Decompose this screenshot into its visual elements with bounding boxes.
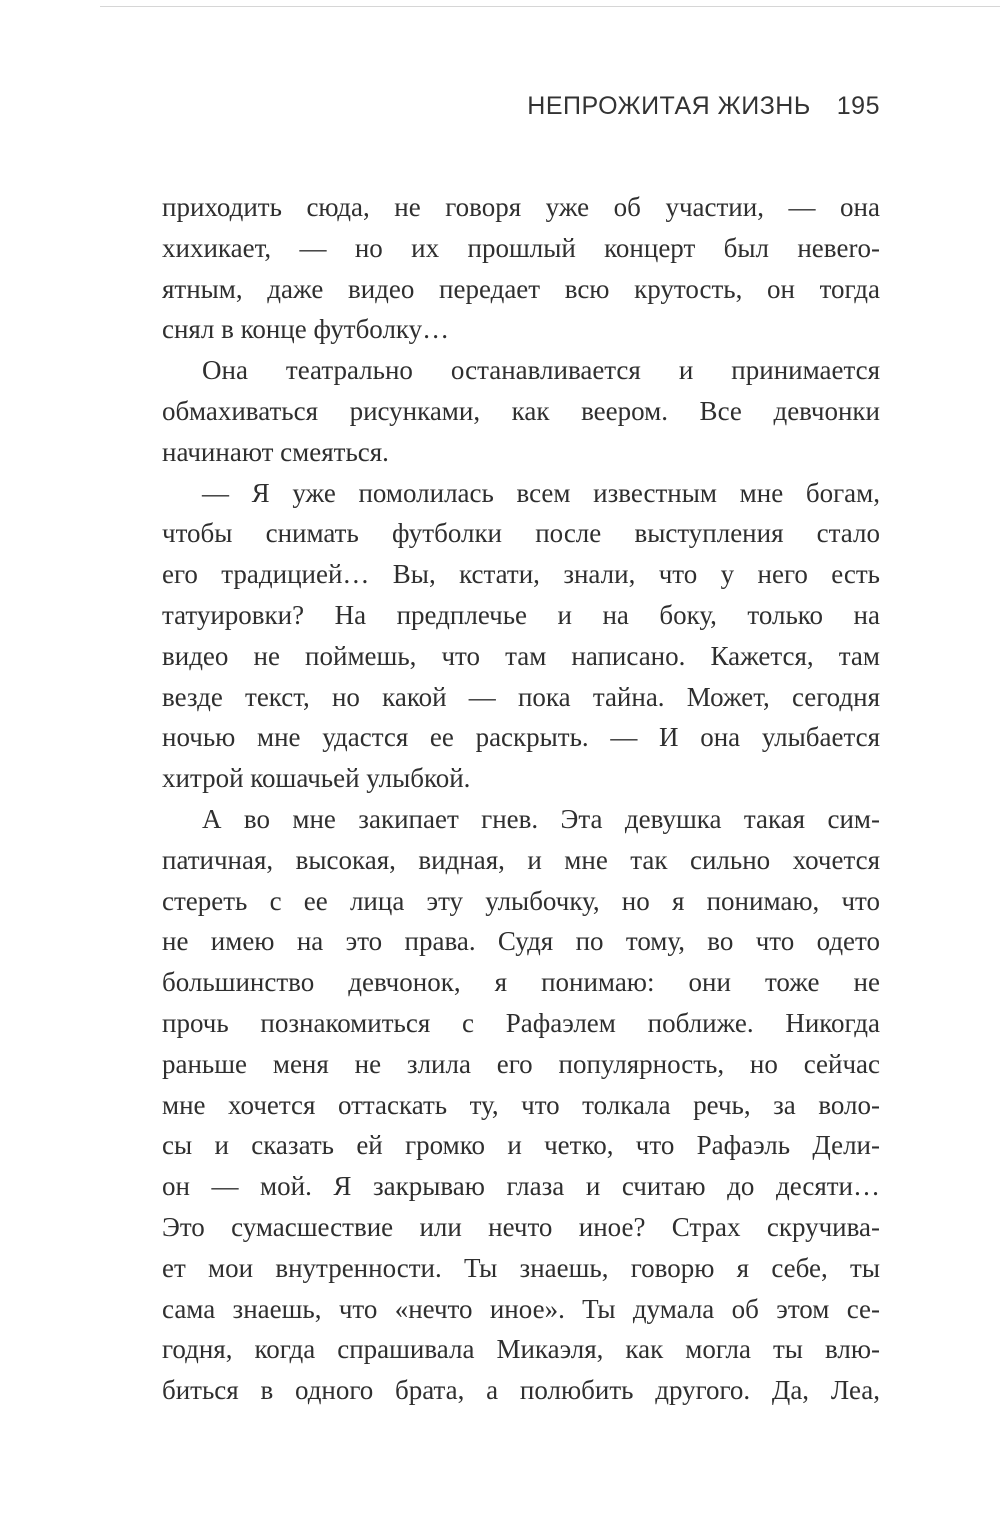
text-line: татуировки? На предплечье и на боку, только на [162,599,880,630]
text-line: большинство девчонок, я понимаю: они тоже не [162,967,880,998]
text-line: Это сумасшествие или нечто иное? Страх скручива- [162,1211,880,1242]
text-line: приходить сюда, не говоря уже об участии, — она [162,192,880,222]
text-line: ночью мне удастся ее раскрыть. — И она улыбается [162,722,880,753]
text-line: хихикает, — но их прошлый концерт был невero- [162,232,880,263]
running-title: НЕПРОЖИТАЯ ЖИЗНЬ [527,92,811,120]
text-line: обмахиваться рисунками, как веером. Все девчонки [162,395,880,426]
text-line: прочь познакомиться с Рафаэлем поближе. Никогда [162,1007,880,1038]
text-line: видео не поймешь, что там написано. Кажется, там [162,640,880,671]
text-line: сама знаешь, что «нечто иное». Ты думала об этом се- [162,1293,880,1324]
text-line: А во мне закипает гнев. Эта девушка такая сим- [202,803,880,834]
text-line: мне хочется оттаскать ту, что толкала речь, за воло- [162,1089,880,1120]
text-line: биться в одного брата, а полюбить другого. Да, Леа, [162,1375,880,1406]
text-line: ет мои внутренности. Ты знаешь, говорю я себе, ты [162,1252,880,1283]
text-line: годня, когда спрашивала Микаэля, как могла ты влю- [162,1334,880,1365]
text-line: снял в конце футболку… [162,314,450,345]
running-header [160,88,880,124]
text-line: Она театрально останавливается и принимается [202,355,880,386]
text-line: хитрой кошачьей улыбкой. [162,763,471,794]
text-line: патичная, высокая, видная, и мне так сильно хочется [162,844,880,875]
page-number: 195 [836,92,880,120]
text-line: — Я уже помолилась всем известным мне богам, [202,477,880,508]
text-line: чтобы снимать футболки после выступления стало [162,518,880,549]
text-line: сы и сказать ей громко и четко, что Рафаэль Дели- [162,1130,880,1161]
body-text [162,187,880,1411]
text-line: начинают смеяться. [162,436,389,467]
text-line: раньше меня не злила его популярность, но сейчас [162,1048,880,1079]
text-line: везде текст, но какой — пока тайна. Может, сегодня [162,681,880,712]
text-line: ятным, даже видео передает всю крутость, он тогда [162,273,880,304]
text-line: стереть с ее лица эту улыбочку, но я понимаю, что [162,885,880,916]
text-line: он — мой. Я закрываю глаза и считаю до десяти… [162,1171,880,1202]
text-line: не имею на это права. Судя по тому, во что одето [162,926,880,957]
text-line: его традицией… Вы, кстати, знали, что у него есть [162,559,880,590]
top-border-line [100,6,1000,7]
